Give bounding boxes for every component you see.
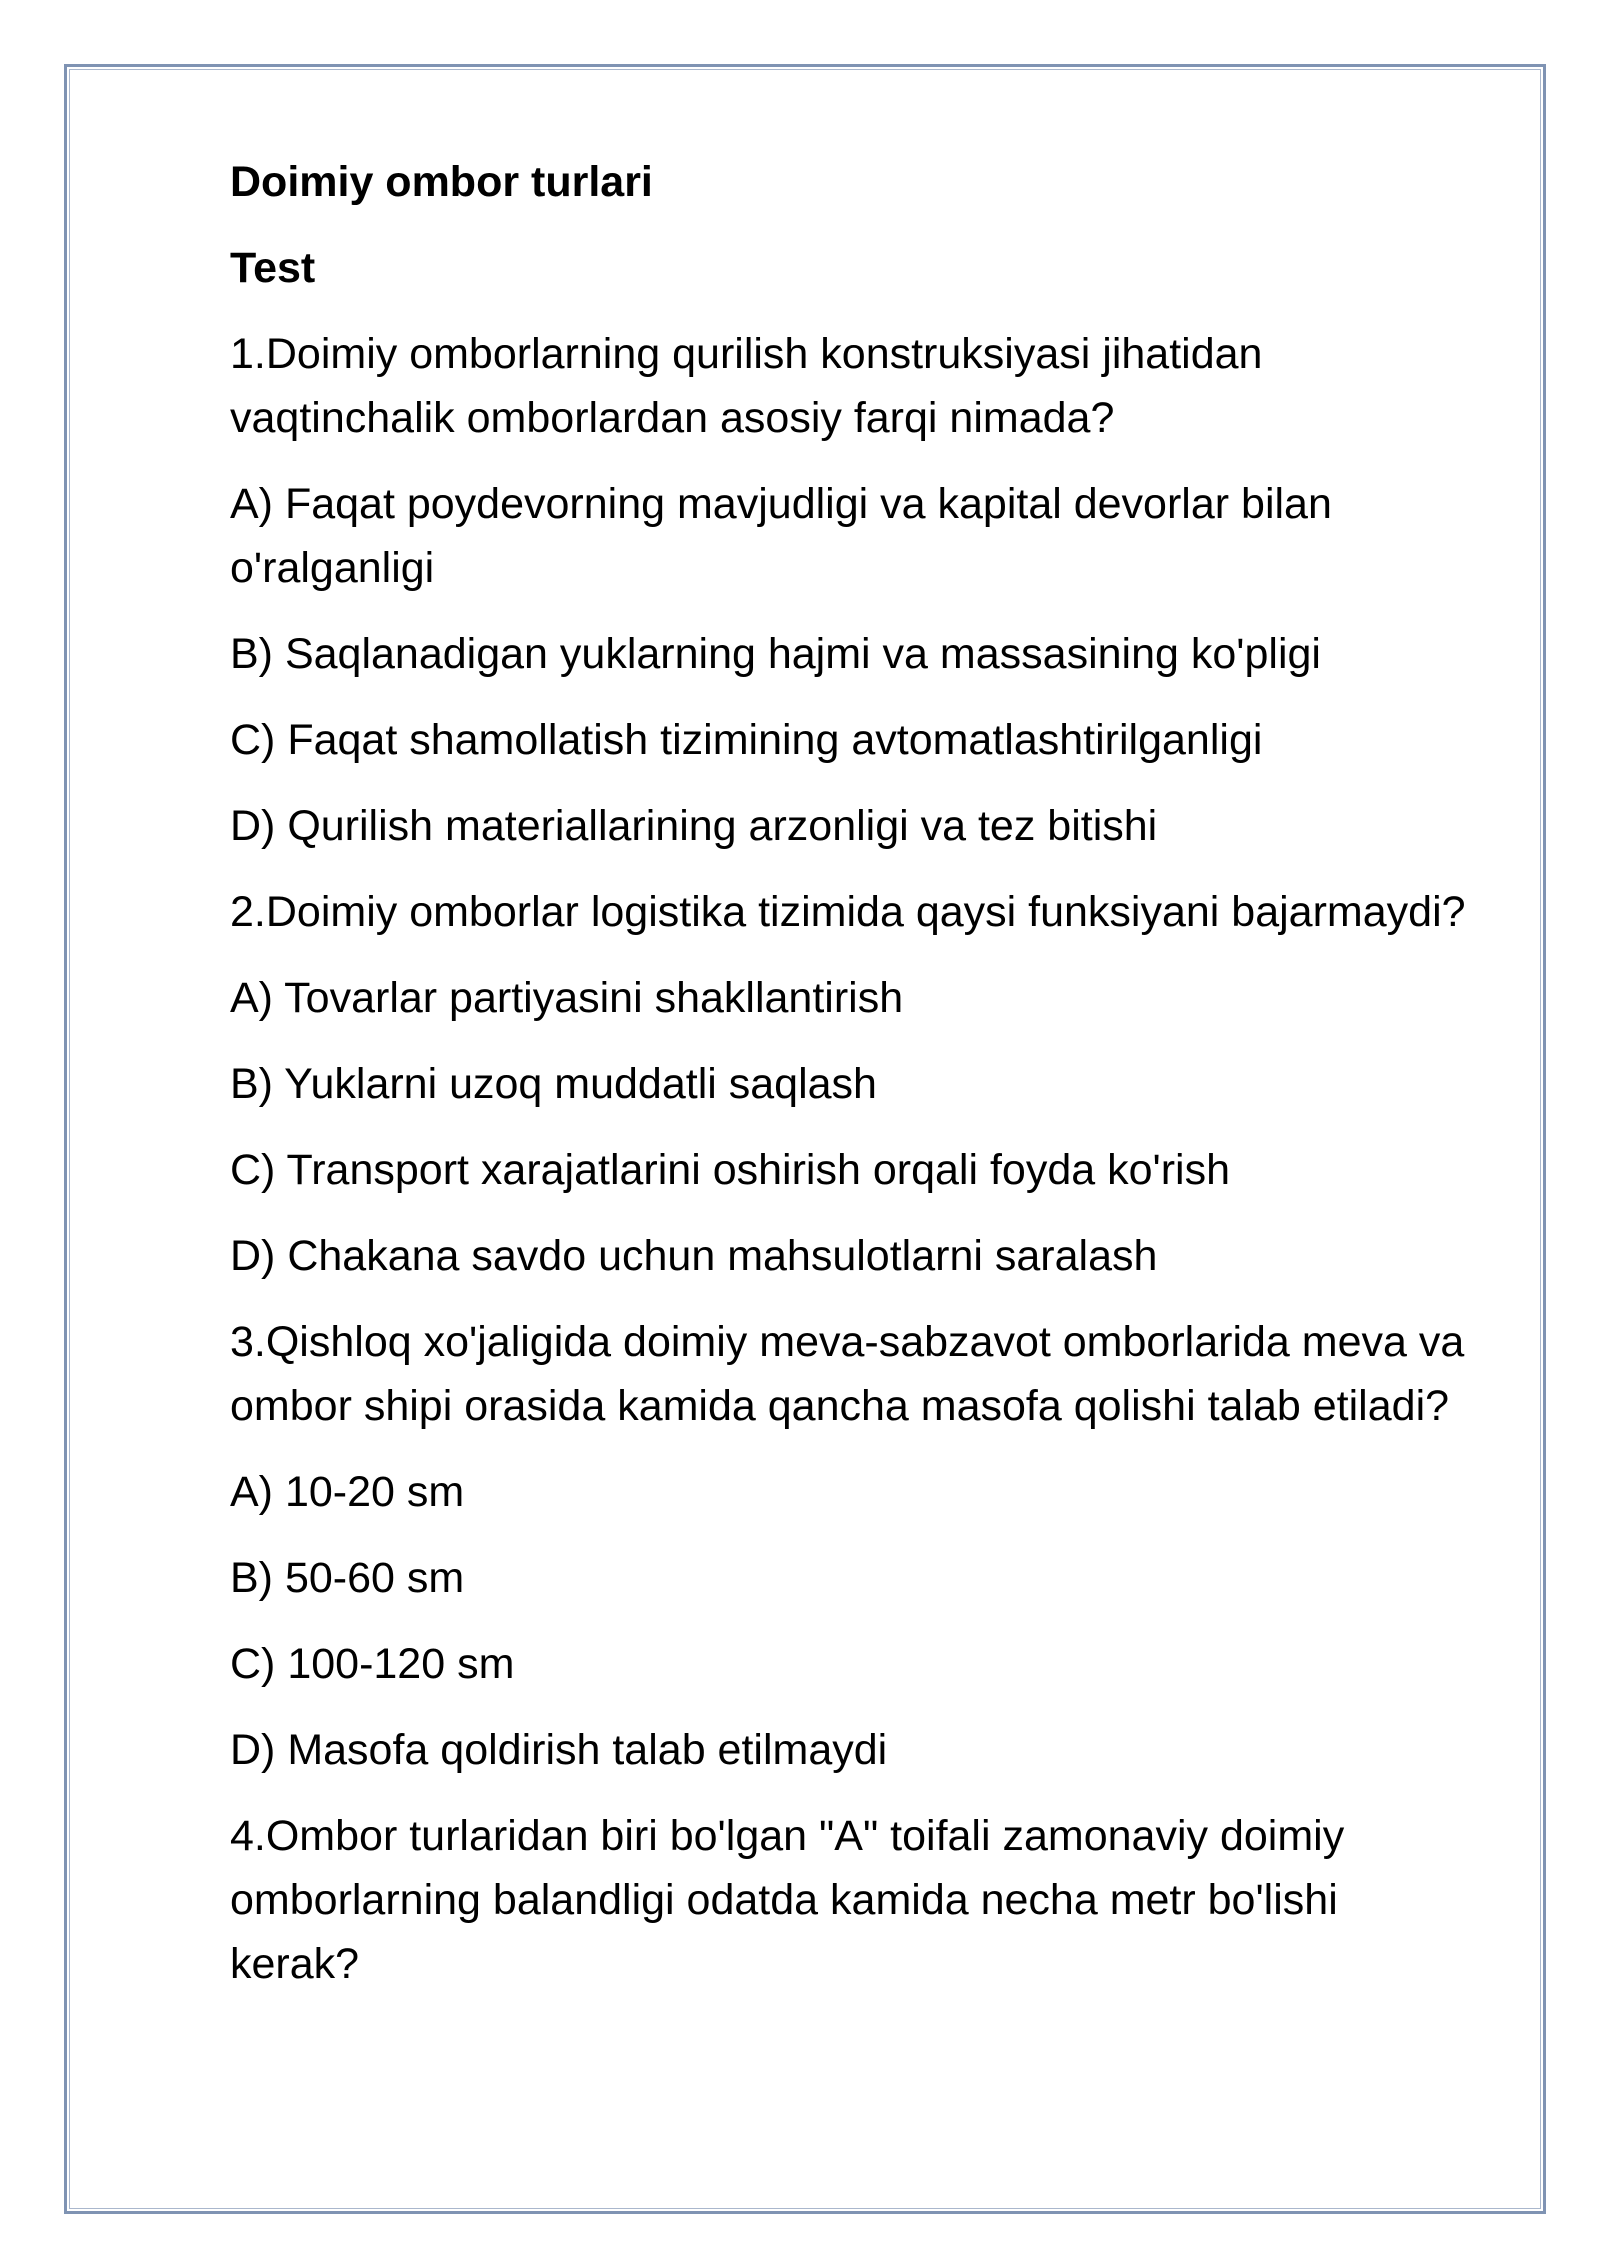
question-3-option-d: D) Masofa qoldirish talab etilmaydi bbox=[230, 1726, 888, 1774]
question-2-option-d: D) Chakana savdo uchun mahsulotlarni saralash bbox=[230, 1232, 1158, 1280]
question-3: 3.Qishloq xo'jaligida doimiy meva-sabzavot omborlarida meva va ombor shipi orasida kamida qancha masofa qolishi talab etiladi? bbox=[230, 1318, 1465, 1430]
question-1-option-a: A) Faqat poydevorning mavjudligi va kapital devorlar bilan o'ralganligi bbox=[230, 480, 1332, 592]
question-1-option-c: C) Faqat shamollatish tizimining avtomatlashtirilganligi bbox=[230, 716, 1263, 764]
question-2-option-c: C) Transport xarajatlarini oshirish orqali foyda ko'rish bbox=[230, 1146, 1231, 1194]
question-2-option-a: A) Tovarlar partiyasini shakllantirish bbox=[230, 974, 904, 1022]
question-3-option-a: A) 10-20 sm bbox=[230, 1468, 465, 1516]
question-1: 1.Doimiy omborlarning qurilish konstruksiyasi jihatidan vaqtinchalik omborlardan asosiy farqi nimada? bbox=[230, 330, 1263, 442]
question-4: 4.Ombor turlaridan biri bo'lgan "A" toifali zamonaviy doimiy omborlarning balandligi odatda kamida necha metr bo'lishi kerak? bbox=[230, 1812, 1345, 1988]
question-1-option-b: B) Saqlanadigan yuklarning hajmi va massasining ko'pligi bbox=[230, 630, 1321, 678]
document-subtitle: Test bbox=[230, 244, 316, 292]
question-3-option-c: C) 100-120 sm bbox=[230, 1640, 515, 1688]
question-2: 2.Doimiy omborlar logistika tizimida qaysi funksiyani bajarmaydi? bbox=[230, 888, 1466, 936]
document-body bbox=[230, 150, 1470, 2018]
question-3-option-b: B) 50-60 sm bbox=[230, 1554, 465, 1602]
document-title: Doimiy ombor turlari bbox=[230, 158, 653, 206]
question-1-option-d: D) Qurilish materiallarining arzonligi va tez bitishi bbox=[230, 802, 1158, 850]
question-2-option-b: B) Yuklarni uzoq muddatli saqlash bbox=[230, 1060, 877, 1108]
